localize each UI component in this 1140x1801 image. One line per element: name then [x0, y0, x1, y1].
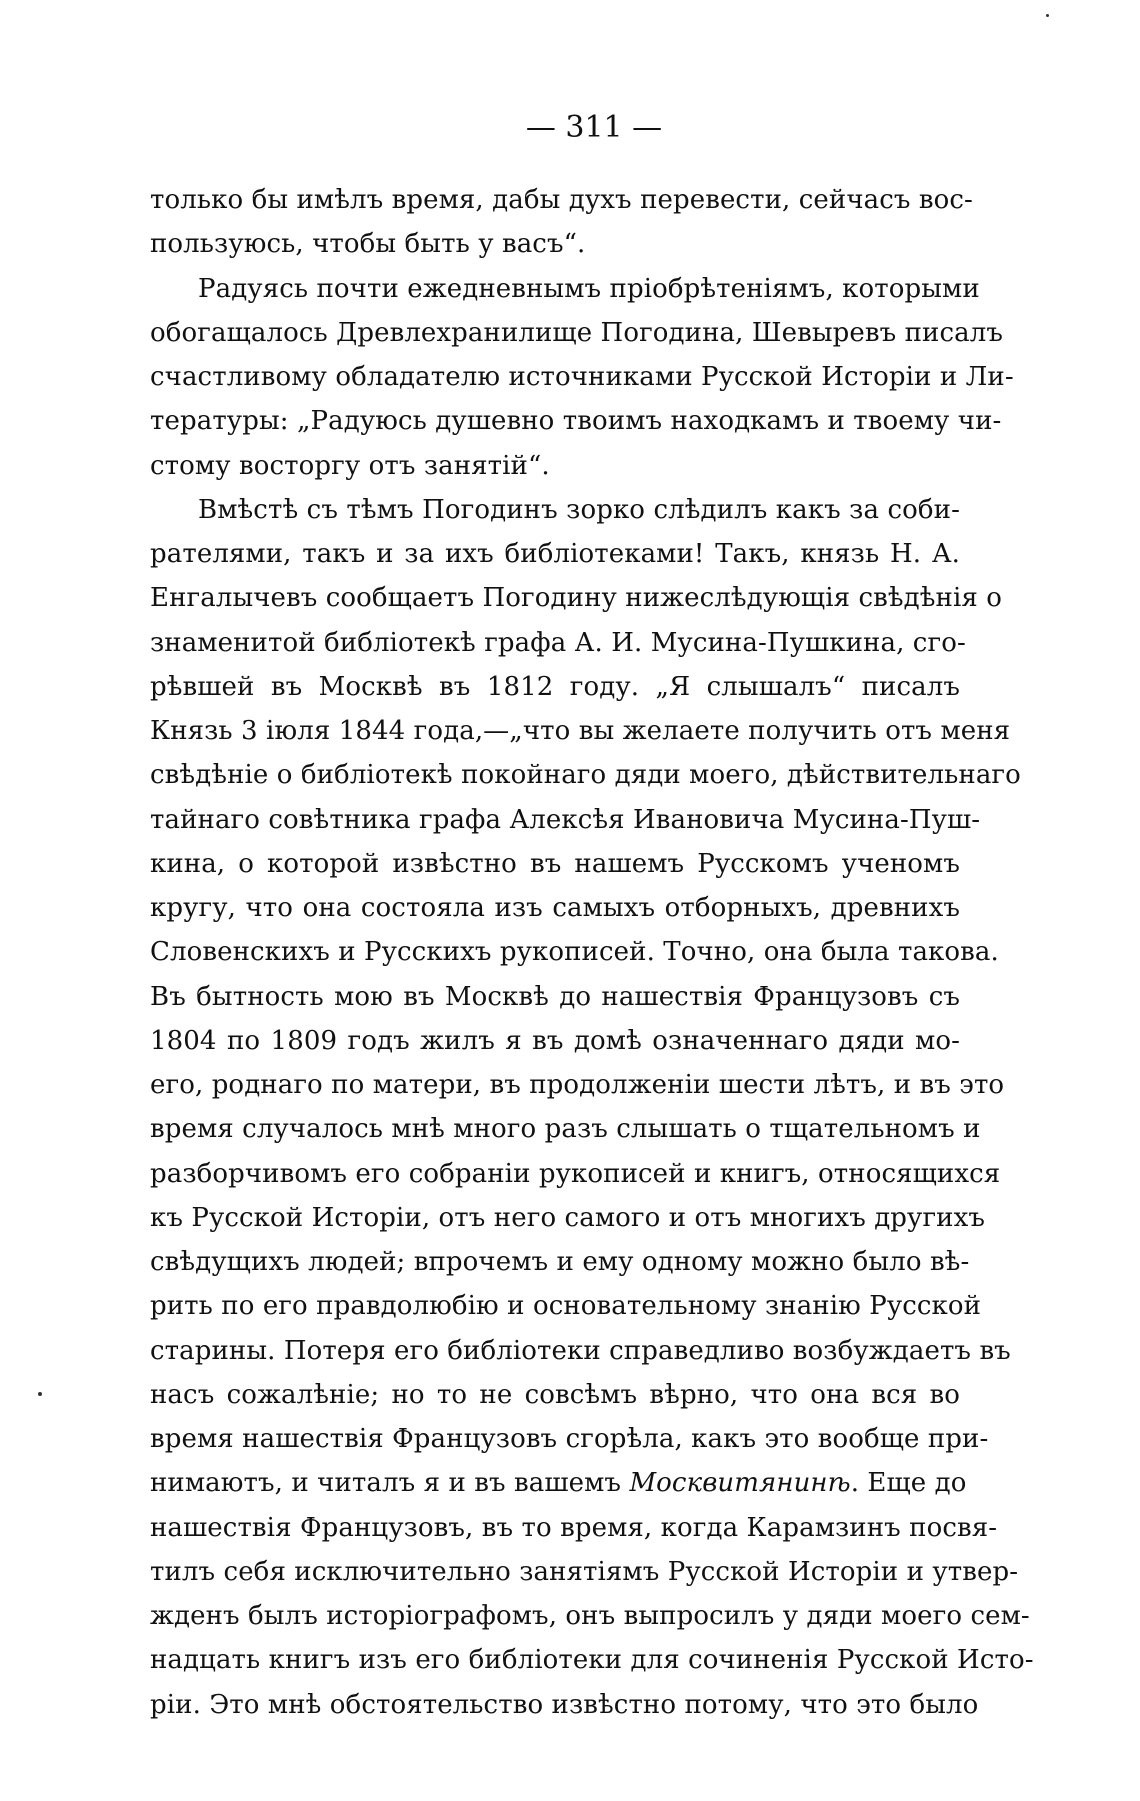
text-line: кина, о которой извѣстно въ нашемъ Русскомъ ученомъ: [150, 848, 960, 879]
text-line: разборчивомъ его собраніи рукописей и книгъ, относящихся: [150, 1158, 1001, 1189]
text-line: тилъ себя исключительно занятіямъ Русской Исторіи и утвер-: [150, 1556, 1019, 1587]
text-line: счастливому обладателю источниками Русской Исторіи и Ли-: [150, 362, 1014, 392]
text-line: къ Русской Исторіи, отъ него самого и отъ многихъ другихъ: [150, 1202, 986, 1233]
text-line: [150, 1461, 967, 1505]
text-line: знаменитой библіотекѣ графа А. И. Мусина-Пушкина, сго-: [150, 627, 966, 658]
text-segment: нимаютъ, и читалъ я и въ вашемъ: [150, 1468, 630, 1499]
text-line: рѣвшей въ Москвѣ въ 1812 году. „Я слышалъ“ писалъ: [150, 671, 960, 702]
scan-speck: [1046, 14, 1049, 17]
text-line: пользуюсь, чтобы быть у васъ“.: [150, 229, 586, 260]
text-line: рателями, такъ и за ихъ библіотеками! Такъ, князь Н. А.: [150, 539, 960, 569]
text-line: 1804 по 1809 годъ жилъ я въ домѣ означеннаго дяди мо-: [150, 1025, 960, 1056]
text-line: время нашествія Французовъ сгорѣла, какъ это вообще при-: [150, 1424, 989, 1454]
text-line: тературы: „Радуюсь душевно твоимъ находкамъ и твоему чи-: [150, 406, 1002, 437]
text-line: время случалось мнѣ много разъ слышать о тщательномъ и: [150, 1114, 981, 1145]
text-line: кругу, что она состояла изъ самыхъ отборныхъ, древнихъ: [150, 893, 960, 923]
text-line: свѣдущихъ людей; впрочемъ и ему одному можно было вѣ-: [150, 1247, 970, 1277]
text-line: Словенскихъ и Русскихъ рукописей. Точно, она была такова.: [150, 937, 999, 968]
text-line: рить по его правдолюбію и основательному знанію Русской: [150, 1291, 982, 1322]
body-text: [150, 178, 1034, 1727]
journal-title: Москвитянинѣ: [629, 1468, 851, 1499]
text-line: Вмѣстѣ съ тѣмъ Погодинъ зорко слѣдилъ какъ за соби-: [198, 494, 960, 525]
text-line: нашествія Французовъ, въ то время, когда Карамзинъ посвя-: [150, 1512, 998, 1543]
text-line: Въ бытность мою въ Москвѣ до нашествія Французовъ съ: [150, 981, 960, 1012]
text-line: его, роднаго по матери, въ продолженіи шести лѣтъ, и въ это: [150, 1070, 1005, 1100]
text-line: стому восторгу отъ занятій“.: [150, 450, 550, 481]
text-line: Енгалычевъ сообщаетъ Погодину нижеслѣдующія свѣдѣнія о: [150, 583, 1003, 614]
text-line: тайнаго совѣтника графа Алексѣя Ивановича Мусина-Пуш-: [150, 804, 981, 835]
text-line: свѣдѣніе о библіотекѣ покойнаго дяди моего, дѣйствительнаго: [150, 760, 1021, 791]
text-segment: . Еще до: [850, 1468, 967, 1499]
text-line: Князь 3 іюля 1844 года,—„что вы желаете получить отъ меня: [150, 716, 1011, 746]
page-number: — 311 —: [525, 110, 663, 145]
text-line: надцать книгъ изъ его библіотеки для сочиненія Русской Исто-: [150, 1645, 1034, 1676]
text-line: обогащалось Древлехранилище Погодина, Шевыревъ писалъ: [150, 317, 1003, 348]
text-line: ріи. Это мнѣ обстоятельство извѣстно потому, что это было: [150, 1689, 979, 1720]
text-line: старины. Потеря его библіотеки справедливо возбуждаетъ въ: [150, 1335, 1011, 1366]
text-line: жденъ былъ исторіографомъ, онъ выпросилъ у дяди моего сем-: [150, 1601, 1030, 1631]
text-line: только бы имѣлъ время, дабы духъ перевести, сейчасъ вос-: [150, 185, 973, 215]
text-line: Радуясь почти ежедневнымъ пріобрѣтеніямъ, которыми: [198, 273, 980, 304]
text-line: насъ сожалѣніе; но то не совсѣмъ вѣрно, что она вся во: [150, 1379, 960, 1410]
scan-speck: [38, 1392, 42, 1396]
